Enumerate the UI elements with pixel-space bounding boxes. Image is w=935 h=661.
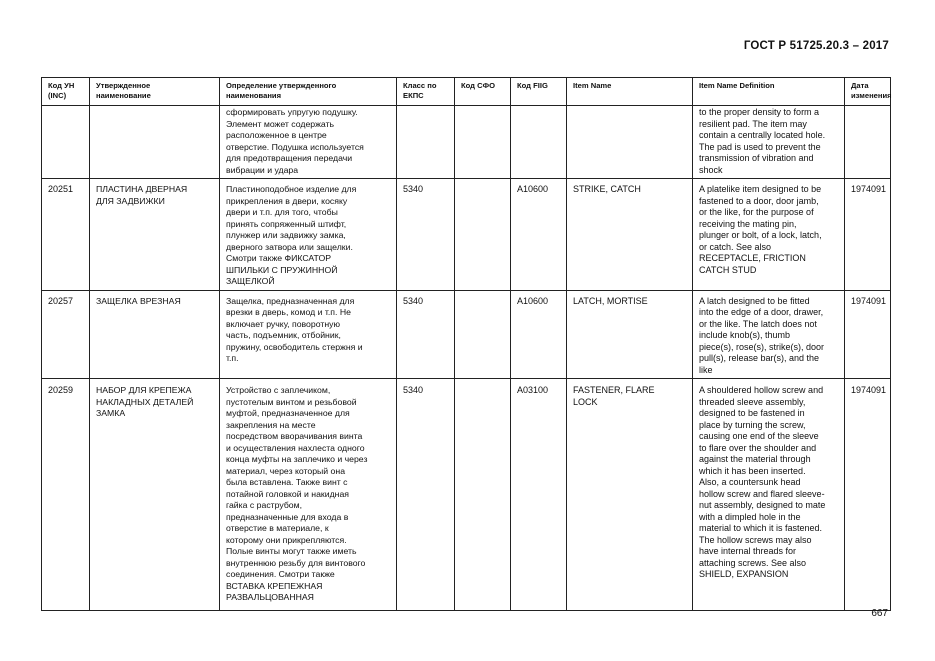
table-row <box>42 179 891 291</box>
cell-line: Also, a countersunk head <box>699 477 801 487</box>
cell-line: hollow screw and flared sleeve- <box>699 488 825 499</box>
cell-line: attaching screws. See also <box>699 557 807 568</box>
cell-line: place by turning the screw, <box>699 419 806 430</box>
cell-line: or the like, for the purpose of <box>699 207 814 217</box>
cell-line: A10600 <box>517 184 549 194</box>
cell-line: ЗАЩЕЛКА ВРЕЗНАЯ <box>96 295 181 306</box>
cell-line: or the like. The latch does not <box>699 318 817 329</box>
cell-line: causing one end of the sleeve <box>699 431 819 441</box>
col-header-change-date <box>845 78 891 106</box>
cell-line: ЗАМКА <box>96 408 126 418</box>
cell-line: врезки в дверь, комод и т.п. Не <box>226 307 351 317</box>
cell-line: закрепления на месте <box>226 419 316 430</box>
cell-line: принять сопряженный штифт, <box>226 218 347 229</box>
cell-line: 5340 <box>403 184 424 194</box>
cell-line: сформировать упругую подушку. <box>226 107 358 117</box>
table-row <box>42 290 891 379</box>
cell-line: Полые винты могут также иметь <box>226 546 357 556</box>
catalog-table <box>41 77 891 611</box>
col-header-item-name <box>567 78 693 106</box>
cell-line: ЕКПС <box>403 91 424 100</box>
cell-line: НАБОР ДЛЯ КРЕПЕЖА <box>96 385 192 395</box>
cell-line: pull(s), release bar(s), and the <box>699 353 820 363</box>
cell-line: посредством вворачивания винта <box>226 431 363 441</box>
cell-line: shock <box>699 164 723 175</box>
cell-item-name <box>567 379 693 611</box>
document-code: ГОСТ Р 51725.20.3 – 2017 <box>743 40 889 52</box>
cell-line: которому они прикрепляются. <box>226 534 347 545</box>
cell-line: to flare over the shoulder and <box>699 442 817 453</box>
cell-line: contain a centrally located hole. <box>699 130 826 140</box>
cell-item-name <box>567 179 693 291</box>
cell-line: fastened to a door, door jamb, <box>699 195 819 206</box>
cell-line: Код УН <box>48 81 75 90</box>
cell-line: A shouldered hollow screw and <box>699 385 824 395</box>
cell-line: 20259 <box>48 385 74 395</box>
cell-line: наименование <box>96 91 151 100</box>
cell-line: Item Name Definition <box>699 81 775 90</box>
page-number: 667 <box>871 608 888 619</box>
cell-ekps-class <box>397 379 455 611</box>
cell-line: предназначенные для входа в <box>226 511 349 522</box>
col-header-inc <box>42 78 90 106</box>
cell-line: ПЛАСТИНА ДВЕРНАЯ <box>96 184 188 194</box>
cell-fiig-code <box>511 290 567 379</box>
table-header-row <box>42 78 891 106</box>
cell-line: РАЗВАЛЬЦОВАННАЯ <box>226 592 314 602</box>
col-header-item-definition <box>693 78 845 106</box>
cell-line: отверстие. Подушка используется <box>226 141 364 152</box>
cell-line: A03100 <box>517 385 549 395</box>
cell-line: nut assembly, designed to mate <box>699 500 826 510</box>
cell-line: 1974091 <box>851 184 887 194</box>
cell-approved-name <box>90 179 220 291</box>
cell-line: material to which it is fastened. <box>699 523 823 533</box>
table-row <box>42 379 891 611</box>
cell-line: have internal threads for <box>699 546 797 556</box>
cell-item-definition <box>693 290 845 379</box>
cell-item-definition <box>693 379 845 611</box>
cell-definition <box>220 179 397 291</box>
cell-line: SHIELD, EXPANSION <box>699 569 789 579</box>
cell-line: отверстие в материале, к <box>226 523 329 533</box>
cell-line: into the edge of a door, drawer, <box>699 307 824 317</box>
cell-line: потайной головкой и накидная <box>226 488 349 499</box>
cell-sfo-code <box>455 106 511 179</box>
cell-line: ШПИЛЬКИ С ПРУЖИННОЙ <box>226 264 338 275</box>
cell-line: include knob(s), thumb <box>699 330 791 340</box>
cell-line: transmission of vibration and <box>699 153 814 163</box>
cell-line: receiving the mating pin, <box>699 218 797 229</box>
cell-line: threaded sleeve assembly, <box>699 396 806 407</box>
cell-line: FASTENER, FLARE <box>573 385 655 395</box>
cell-line: LOCK <box>573 396 598 407</box>
cell-line: включает ручку, поворотную <box>226 318 340 329</box>
cell-line: соединения. Смотри также <box>226 569 335 579</box>
cell-item-definition <box>693 179 845 291</box>
cell-inc <box>42 379 90 611</box>
cell-line: 20251 <box>48 184 74 194</box>
cell-line: ВСТАВКА КРЕПЕЖНАЯ <box>226 580 323 591</box>
col-header-ekps-class <box>397 78 455 106</box>
cell-fiig-code <box>511 379 567 611</box>
cell-line: ЗАЩЕЛКОЙ <box>226 276 275 286</box>
cell-ekps-class <box>397 179 455 291</box>
cell-line: Класс по <box>403 81 437 90</box>
cell-line: муфтой, предназначенное для <box>226 408 350 418</box>
cell-sfo-code <box>455 379 511 611</box>
cell-line: 20257 <box>48 295 74 306</box>
cell-item-name <box>567 106 693 179</box>
cell-sfo-code <box>455 290 511 379</box>
cell-sfo-code <box>455 179 511 291</box>
cell-ekps-class <box>397 106 455 179</box>
cell-line: расположенное в центре <box>226 130 327 140</box>
cell-line: наименования <box>226 91 282 100</box>
cell-line: resilient pad. The item may <box>699 118 807 129</box>
cell-line: 1974091 <box>851 295 887 306</box>
cell-line: Защелка, предназначенная для <box>226 295 355 306</box>
cell-line: RECEPTACLE, FRICTION <box>699 253 806 263</box>
cell-approved-name <box>90 106 220 179</box>
cell-line: Код СФО <box>461 81 495 90</box>
cell-line: A latch designed to be fitted <box>699 295 810 306</box>
cell-line: Пластиноподобное изделие для <box>226 184 357 194</box>
cell-line: часть, подъемник, отбойник, <box>226 330 341 340</box>
cell-line: НАКЛАДНЫХ ДЕТАЛЕЙ <box>96 396 194 407</box>
cell-line: т.п. <box>226 353 239 363</box>
cell-line: пружину, освободитель стержня и <box>226 341 363 352</box>
cell-line: плунжер или задвижку замка, <box>226 230 346 240</box>
cell-line: гайка с раструбом, <box>226 500 303 510</box>
cell-line: which it has been inserted. <box>699 465 806 476</box>
cell-definition <box>220 290 397 379</box>
cell-ekps-class <box>397 290 455 379</box>
cell-fiig-code <box>511 179 567 291</box>
cell-inc <box>42 106 90 179</box>
cell-line: дверного затвора или защелки. <box>226 241 353 252</box>
cell-change-date <box>845 290 891 379</box>
cell-line: The hollow screws may also <box>699 534 812 545</box>
cell-item-name <box>567 290 693 379</box>
cell-line: 5340 <box>403 385 424 395</box>
cell-inc <box>42 179 90 291</box>
cell-line: Дата <box>851 81 869 90</box>
cell-line: изменения <box>851 91 892 100</box>
cell-line: (INC) <box>48 91 67 100</box>
cell-line: двери и т.п. для того, чтобы <box>226 207 338 217</box>
cell-item-definition <box>693 106 845 179</box>
cell-line: Код FIIG <box>517 81 548 90</box>
cell-line: LATCH, MORTISE <box>573 295 648 306</box>
cell-definition <box>220 379 397 611</box>
cell-line: и осуществления нахлеста одного <box>226 442 365 453</box>
cell-approved-name <box>90 290 220 379</box>
cell-fiig-code <box>511 106 567 179</box>
cell-line: конца муфты на заплечико и через <box>226 454 368 464</box>
cell-line: была вставлена. Также винт с <box>226 477 348 487</box>
cell-change-date <box>845 179 891 291</box>
cell-definition <box>220 106 397 179</box>
cell-line: The pad is used to prevent the <box>699 141 821 152</box>
col-header-approved-name <box>90 78 220 106</box>
table-row <box>42 106 891 179</box>
cell-line: A10600 <box>517 295 549 306</box>
cell-line: Item Name <box>573 81 612 90</box>
cell-line: прикрепления в двери, косяку <box>226 195 348 206</box>
cell-line: Смотри также ФИКСАТОР <box>226 253 332 263</box>
cell-line: 1974091 <box>851 385 887 395</box>
cell-line: внутреннюю резьбу для винтового <box>226 557 366 568</box>
cell-line: designed to be fastened in <box>699 408 805 418</box>
cell-line: like <box>699 364 713 375</box>
cell-line: piece(s), rose(s), strike(s), door <box>699 341 825 352</box>
cell-line: Определение утвержденного <box>226 81 337 90</box>
cell-line: plunger or bolt, of a lock, latch, <box>699 230 822 240</box>
cell-line: Утвержденное <box>96 81 151 90</box>
cell-inc <box>42 290 90 379</box>
cell-line: or catch. See also <box>699 241 772 252</box>
cell-line: to the proper density to form a <box>699 107 820 117</box>
cell-line: CATCH STUD <box>699 264 757 275</box>
cell-line: against the material through <box>699 454 811 464</box>
cell-line: материал, через который она <box>226 465 346 476</box>
cell-line: ДЛЯ ЗАДВИЖКИ <box>96 195 165 206</box>
cell-line: Элемент может содержать <box>226 118 335 129</box>
cell-line: STRIKE, CATCH <box>573 184 641 194</box>
cell-approved-name <box>90 379 220 611</box>
cell-line: A platelike item designed to be <box>699 184 822 194</box>
cell-change-date <box>845 106 891 179</box>
col-header-fiig-code <box>511 78 567 106</box>
cell-line: пустотелым винтом и резьбовой <box>226 396 357 407</box>
cell-line: вибрации и удара <box>226 164 299 175</box>
cell-line: для предотвращения передачи <box>226 153 353 163</box>
cell-line: 5340 <box>403 295 424 306</box>
col-header-sfo-code <box>455 78 511 106</box>
cell-change-date <box>845 379 891 611</box>
cell-line: Устройство с заплечиком, <box>226 385 331 395</box>
col-header-definition <box>220 78 397 106</box>
cell-line: with a dimpled hole in the <box>699 511 801 522</box>
